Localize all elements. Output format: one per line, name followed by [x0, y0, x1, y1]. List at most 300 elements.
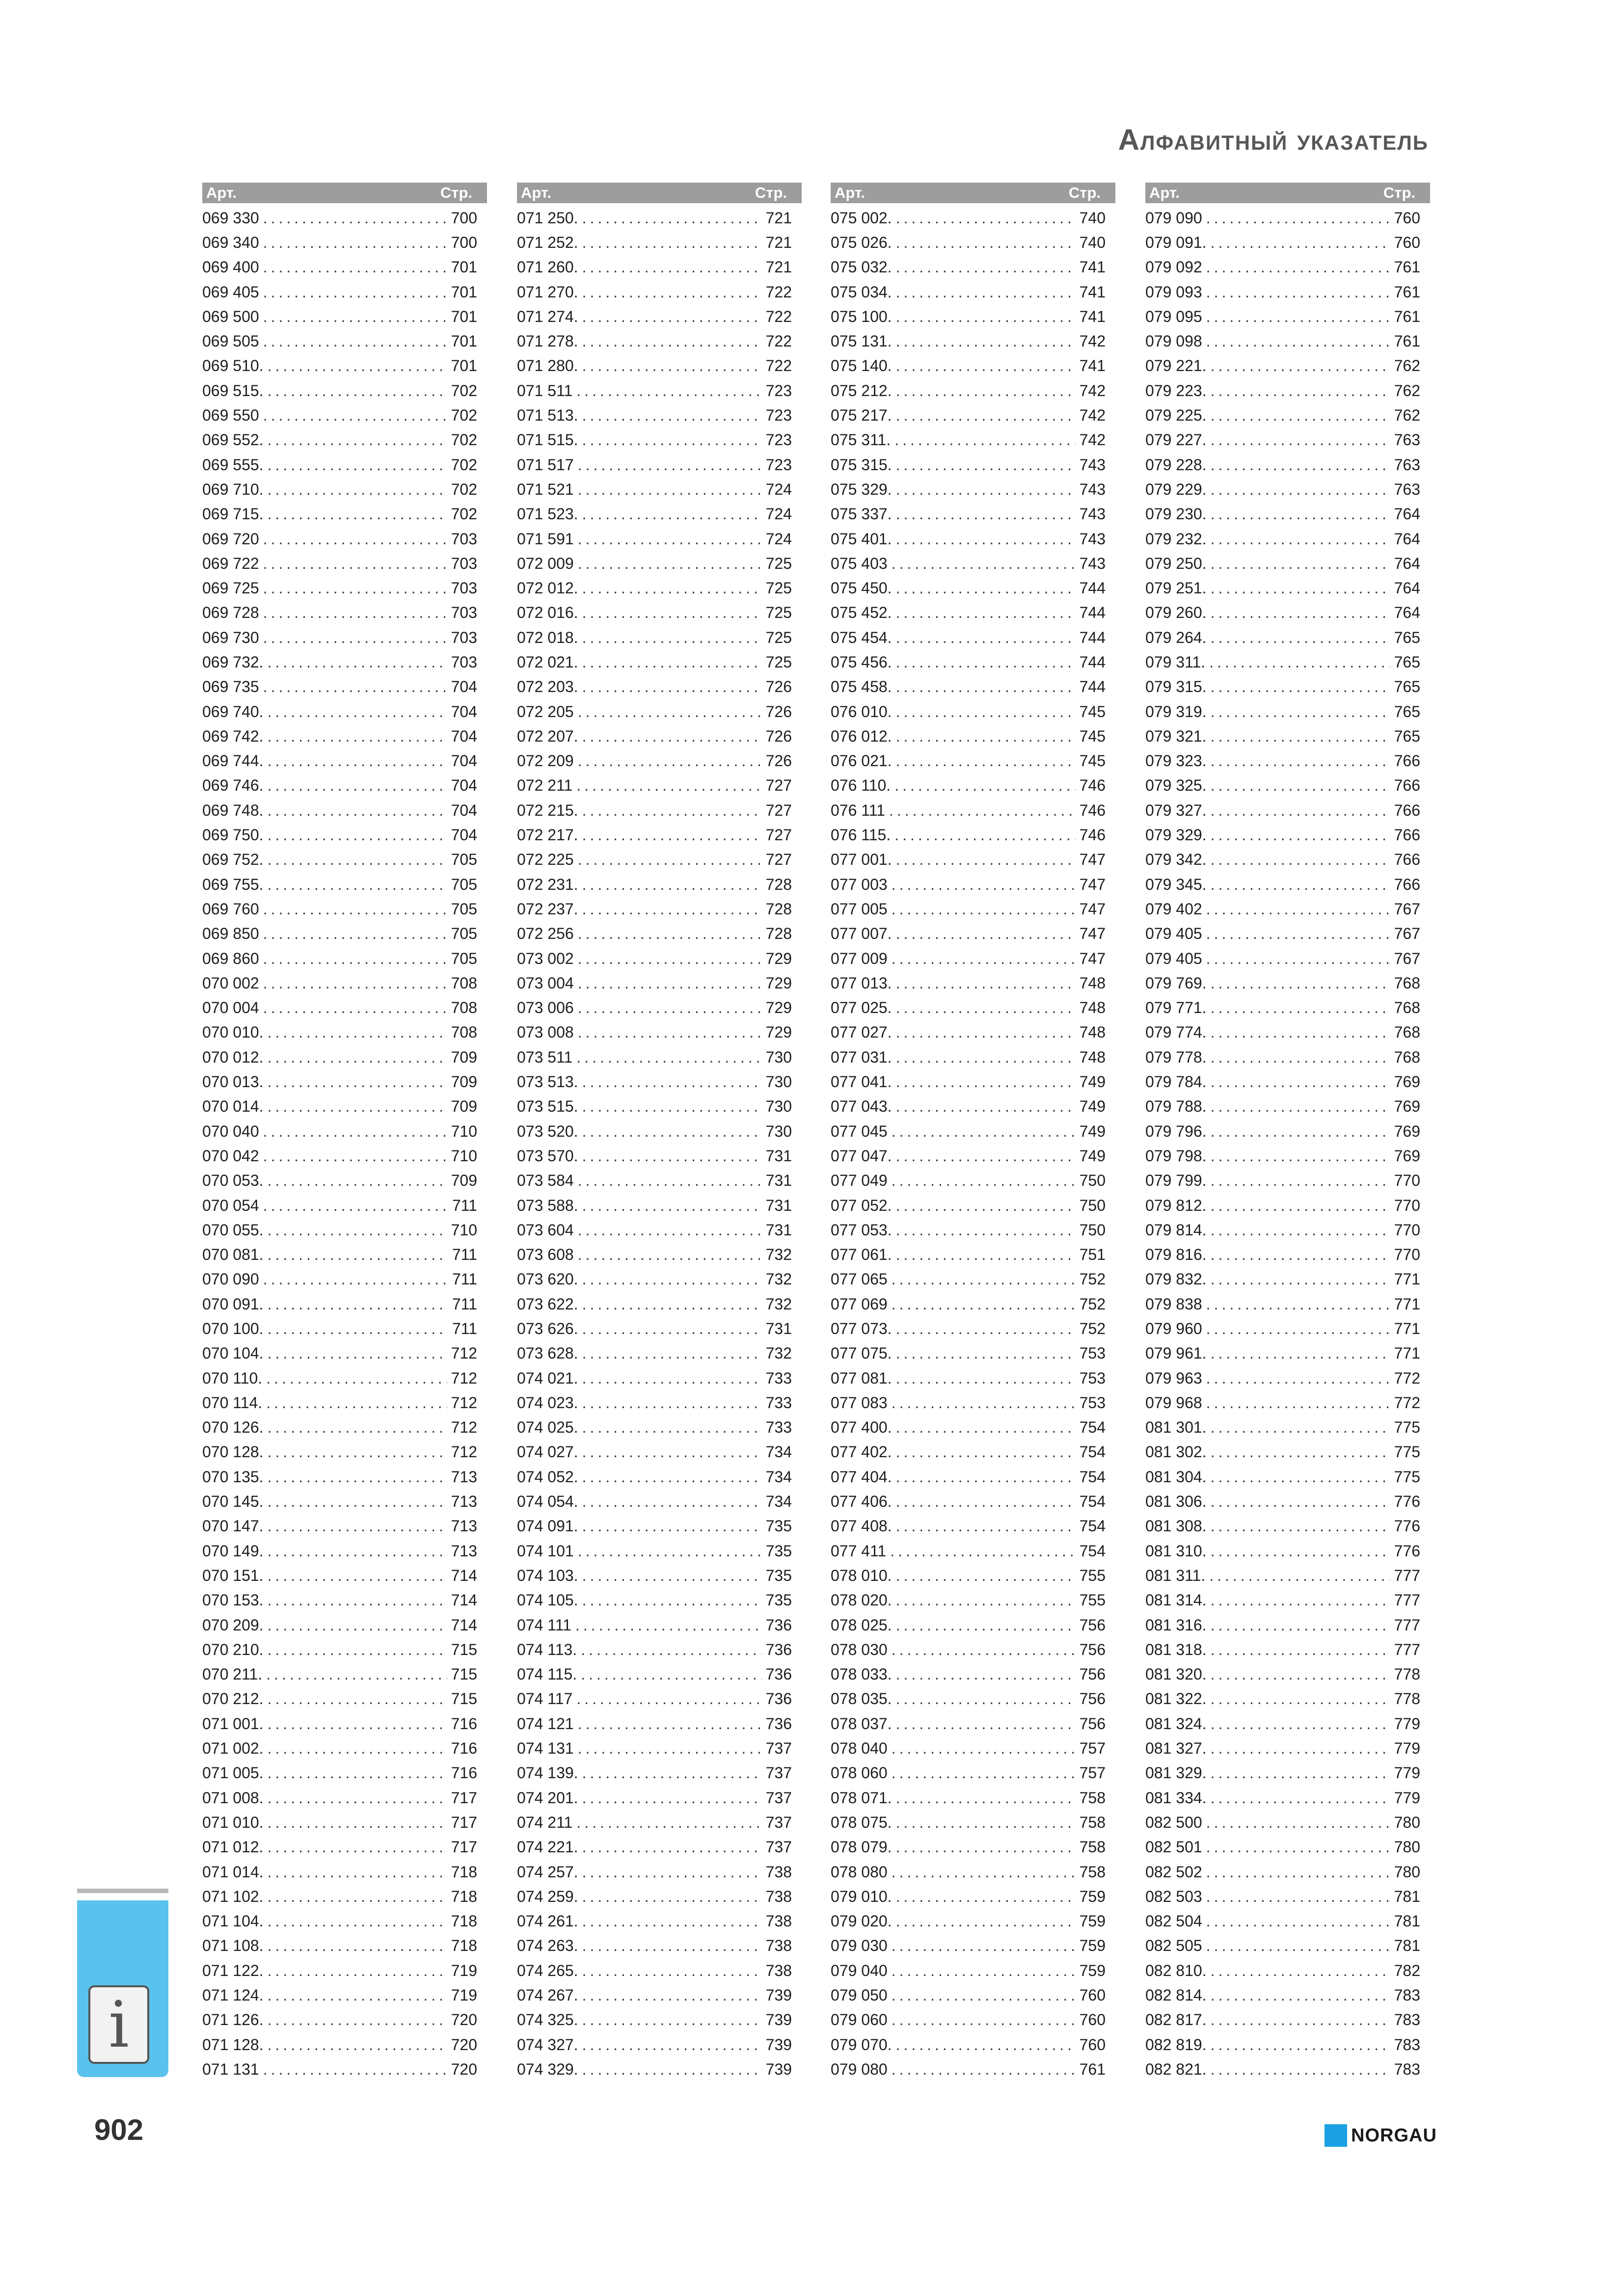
page-ref: 780	[1394, 1813, 1420, 1831]
index-entry	[831, 848, 1115, 872]
dot-leader	[1206, 925, 1390, 943]
article-code: 075 217.	[831, 406, 892, 425]
page-ref: 749	[1079, 1073, 1106, 1091]
article-code: 077 043.	[831, 1097, 892, 1116]
page-ref: 737	[765, 1813, 792, 1831]
index-entry	[517, 1563, 802, 1588]
article-code: 074 103.	[517, 1566, 578, 1584]
dot-leader	[1211, 1739, 1390, 1758]
article-code: 081 314.	[1145, 1591, 1207, 1609]
index-entry	[831, 675, 1115, 699]
dot-leader	[268, 357, 447, 375]
page-ref: 714	[451, 1616, 477, 1634]
page-ref: 742	[1079, 431, 1106, 449]
index-entry	[517, 1218, 802, 1242]
page-ref: 748	[1079, 999, 1106, 1017]
page-ref: 771	[1394, 1344, 1420, 1362]
article-code: 079 816.	[1145, 1246, 1207, 1264]
article-code: 077 025.	[831, 999, 892, 1017]
index-entry	[831, 576, 1115, 600]
page-ref: 763	[1394, 431, 1420, 449]
index-entry	[1145, 1588, 1430, 1613]
page-ref: 766	[1394, 826, 1420, 844]
page-ref: 770	[1394, 1246, 1420, 1264]
page-ref: 700	[451, 209, 477, 227]
article-code: 069 728	[202, 604, 259, 622]
dot-leader	[266, 1369, 447, 1388]
article-code: 069 715.	[202, 505, 264, 523]
dot-leader	[268, 1912, 447, 1930]
page-ref: 752	[1079, 1295, 1106, 1313]
index-entry	[517, 774, 802, 798]
dot-leader	[581, 1641, 761, 1659]
article-code: 078 075.	[831, 1813, 892, 1831]
index-entry	[202, 1687, 487, 1711]
article-code: 070 040	[202, 1122, 259, 1140]
index-entry	[202, 1539, 487, 1563]
article-code: 072 018.	[517, 628, 578, 646]
article-code: 079 319.	[1145, 702, 1207, 721]
article-code: 069 760	[202, 900, 259, 918]
dot-leader	[1211, 579, 1390, 597]
page-ref: 764	[1394, 554, 1420, 572]
dot-leader	[892, 1764, 1076, 1782]
index-entry	[1145, 1711, 1430, 1736]
dot-leader	[263, 530, 447, 548]
article-code: 074 263.	[517, 1937, 578, 1955]
page-ref: 701	[451, 332, 477, 350]
page-ref: 737	[765, 1838, 792, 1856]
index-entry	[1145, 1934, 1430, 1958]
dot-leader	[1211, 505, 1390, 523]
page-ref: 760	[1394, 209, 1420, 227]
page-ref: 701	[451, 307, 477, 325]
dot-leader	[890, 1542, 1075, 1560]
page-ref: 762	[1394, 357, 1420, 375]
dot-leader	[578, 974, 762, 992]
index-entry	[517, 304, 802, 329]
dot-leader	[582, 629, 762, 647]
dot-leader	[896, 925, 1076, 943]
page-ref: 733	[765, 1418, 792, 1437]
article-code: 081 310.	[1145, 1542, 1207, 1560]
article-code: 078 010.	[831, 1566, 892, 1584]
page-ref: 747	[1079, 949, 1106, 967]
index-entry	[202, 1020, 487, 1045]
index-entry	[1145, 1736, 1430, 1761]
index-entry	[517, 1588, 802, 1613]
article-code: 079 321.	[1145, 727, 1207, 745]
article-code: 078 040	[831, 1739, 888, 1758]
page-ref: 735	[765, 1591, 792, 1609]
article-code: 079 070.	[831, 2035, 892, 2054]
page-ref: 741	[1079, 307, 1106, 325]
dot-leader	[1211, 406, 1390, 425]
article-code: 072 237.	[517, 900, 578, 918]
index-entry	[831, 477, 1115, 502]
page-ref: 779	[1394, 1714, 1420, 1733]
page-ref: 711	[452, 1196, 477, 1214]
article-code: 074 115.	[517, 1665, 577, 1683]
info-icon	[88, 1985, 149, 2064]
index-entry	[202, 1440, 487, 1465]
page-ref: 705	[451, 925, 477, 943]
index-entry	[517, 749, 802, 774]
index-entry	[1145, 971, 1430, 995]
article-code: 077 045	[831, 1122, 888, 1140]
page-ref: 728	[765, 925, 792, 943]
article-code: 069 720	[202, 530, 259, 548]
page-ref: 722	[765, 357, 792, 375]
dot-leader	[896, 530, 1076, 548]
article-code: 076 110.	[831, 776, 891, 795]
article-code: 074 027.	[517, 1443, 578, 1461]
page-ref: 704	[451, 752, 477, 770]
article-code: 070 128.	[202, 1443, 264, 1461]
index-entry	[831, 1588, 1115, 1613]
dot-leader	[896, 1073, 1076, 1091]
article-code: 075 458.	[831, 678, 892, 696]
dot-leader	[582, 1443, 762, 1461]
index-entry	[1145, 1810, 1430, 1835]
page-ref: 777	[1394, 1616, 1420, 1634]
dot-leader	[268, 1073, 447, 1091]
dot-leader	[1211, 1986, 1390, 2004]
page-ref: 702	[451, 431, 477, 449]
dot-leader	[896, 752, 1076, 770]
index-column-2	[517, 183, 802, 2082]
dot-leader	[896, 1418, 1076, 1437]
dot-leader	[1211, 2011, 1390, 2029]
index-entry	[1145, 527, 1430, 551]
page-ref: 755	[1079, 1566, 1106, 1584]
article-code: 071 102.	[202, 1887, 264, 1905]
dot-leader	[892, 2011, 1076, 2029]
page-ref: 718	[451, 1863, 477, 1881]
index-entry	[831, 1390, 1115, 1415]
page-ref: 775	[1394, 1443, 1420, 1461]
article-code: 079 968	[1145, 1393, 1202, 1412]
dot-leader	[582, 1591, 762, 1609]
dot-leader	[268, 1542, 447, 1560]
dot-leader	[268, 2036, 447, 2054]
page-ref: 764	[1394, 505, 1420, 523]
article-code: 071 280.	[517, 357, 578, 375]
page-ref: 754	[1079, 1493, 1106, 1511]
article-code: 075 026.	[831, 233, 892, 251]
index-rows	[1145, 206, 1430, 2082]
article-code: 071 250.	[517, 209, 578, 227]
index-entry	[831, 1316, 1115, 1341]
index-entry	[831, 1613, 1115, 1637]
article-code: 077 001.	[831, 851, 892, 869]
article-code: 071 260.	[517, 258, 578, 276]
index-entry	[517, 946, 802, 971]
dot-leader	[1211, 801, 1390, 820]
index-entry	[517, 1045, 802, 1069]
dot-leader	[582, 1394, 762, 1412]
page-ref: 780	[1394, 1838, 1420, 1856]
page-ref: 760	[1079, 1986, 1106, 2004]
page-ref: 728	[765, 900, 792, 918]
article-code: 069 505	[202, 332, 259, 350]
index-entry	[831, 1514, 1115, 1539]
page-ref: 744	[1079, 653, 1106, 671]
index-entry	[517, 1292, 802, 1316]
page-ref: 765	[1394, 628, 1420, 646]
page-ref: 743	[1079, 505, 1106, 523]
dot-leader	[892, 1641, 1076, 1659]
index-entry	[202, 625, 487, 650]
dot-leader	[1211, 1073, 1390, 1091]
dot-leader	[892, 900, 1076, 918]
index-entry	[831, 897, 1115, 921]
dot-leader	[892, 1739, 1076, 1758]
article-code: 081 329.	[1145, 1764, 1207, 1782]
article-code: 082 502	[1145, 1863, 1202, 1881]
article-code: 073 515.	[517, 1097, 578, 1116]
page-ref: 769	[1394, 1147, 1420, 1165]
index-entry	[1145, 724, 1430, 748]
dot-leader	[268, 382, 447, 400]
dot-leader	[896, 1838, 1076, 1856]
index-entry	[202, 823, 487, 847]
index-entry	[202, 1835, 487, 1860]
article-code: 071 005.	[202, 1764, 264, 1782]
page-ref: 747	[1079, 875, 1106, 893]
index-entry	[831, 1489, 1115, 1514]
page-ref: 731	[765, 1196, 792, 1214]
index-entry	[831, 1786, 1115, 1810]
dot-leader	[1211, 1542, 1390, 1560]
dot-leader	[1211, 1764, 1390, 1782]
index-entry	[1145, 897, 1430, 921]
dot-leader	[268, 1344, 447, 1362]
dot-leader	[582, 505, 762, 523]
index-entry	[517, 1736, 802, 1761]
index-entry	[517, 1415, 802, 1440]
page-ref: 754	[1079, 1542, 1106, 1560]
dot-leader	[576, 382, 761, 400]
index-entry	[202, 946, 487, 971]
index-entry	[831, 1711, 1115, 1736]
index-rows	[831, 206, 1115, 2082]
index-entry	[1145, 1884, 1430, 1909]
index-entry	[202, 650, 487, 674]
dot-leader	[582, 1344, 762, 1362]
dot-leader	[263, 579, 447, 597]
index-entry	[831, 922, 1115, 946]
article-code: 069 405	[202, 283, 259, 301]
article-code: 082 505	[1145, 1937, 1202, 1955]
article-code: 072 205	[517, 702, 574, 721]
dot-leader	[896, 974, 1076, 992]
page-ref: 721	[765, 209, 792, 227]
page-ref: 779	[1394, 1739, 1420, 1758]
article-code: 073 511	[517, 1048, 573, 1066]
page-ref: 781	[1394, 1937, 1420, 1955]
page-ref: 766	[1394, 801, 1420, 819]
article-code: 073 006	[517, 999, 574, 1017]
page-ref: 717	[451, 1789, 477, 1807]
page-ref: 709	[451, 1073, 477, 1091]
article-code: 071 008.	[202, 1789, 264, 1807]
page-ref: 771	[1394, 1270, 1420, 1288]
article-code: 079 260.	[1145, 604, 1207, 622]
dot-leader	[1206, 258, 1390, 276]
index-entry	[1145, 650, 1430, 674]
dot-leader	[896, 703, 1076, 721]
dot-leader	[896, 1344, 1076, 1362]
index-entry	[831, 1761, 1115, 1786]
article-code: 071 523.	[517, 505, 578, 523]
article-code: 070 055.	[202, 1221, 264, 1239]
page-ref: 729	[765, 949, 792, 967]
index-entry	[202, 1465, 487, 1489]
article-code: 079 098	[1145, 332, 1202, 350]
page-ref: 712	[451, 1443, 477, 1461]
index-entry	[517, 403, 802, 427]
article-code: 077 041.	[831, 1073, 892, 1091]
index-entry	[831, 2008, 1115, 2032]
column-header	[202, 183, 487, 203]
article-code: 081 320.	[1145, 1665, 1207, 1683]
dot-leader	[1211, 999, 1390, 1017]
page-ref: 768	[1394, 1048, 1420, 1066]
dot-leader	[1206, 1863, 1390, 1881]
page-ref: 740	[1079, 233, 1106, 251]
index-entry	[202, 1884, 487, 1909]
index-entry	[831, 1144, 1115, 1168]
page-ref: 756	[1079, 1690, 1106, 1708]
page-ref: 721	[765, 233, 792, 251]
dot-leader	[1209, 1567, 1390, 1585]
dot-leader	[896, 629, 1076, 647]
index-entry	[202, 403, 487, 427]
article-code: 079 961.	[1145, 1344, 1207, 1362]
article-code: 072 021.	[517, 653, 578, 671]
article-code: 070 209.	[202, 1616, 264, 1634]
dot-leader	[268, 1443, 447, 1461]
index-entry	[831, 946, 1115, 971]
dot-leader	[263, 1147, 447, 1165]
page-ref: 724	[765, 480, 792, 498]
dot-leader	[582, 826, 762, 844]
dot-leader	[582, 1493, 762, 1511]
page-ref: 739	[765, 1986, 792, 2004]
index-entry	[831, 996, 1115, 1020]
article-code: 069 755.	[202, 875, 264, 893]
page-ref: 735	[765, 1517, 792, 1535]
index-entry	[1145, 1069, 1430, 1094]
dot-leader	[268, 1567, 447, 1585]
page-ref: 708	[451, 1023, 477, 1041]
dot-leader	[1211, 1221, 1390, 1239]
page-ref: 722	[765, 283, 792, 301]
dot-leader	[1211, 776, 1390, 795]
dot-leader	[575, 1616, 762, 1634]
page-ref: 776	[1394, 1517, 1420, 1535]
index-entry	[517, 1144, 802, 1168]
index-entry	[517, 1637, 802, 1662]
dot-leader	[1211, 2060, 1390, 2079]
index-entry	[831, 1267, 1115, 1292]
page-ref: 705	[451, 949, 477, 967]
article-code: 081 334.	[1145, 1789, 1207, 1807]
dot-leader	[1211, 1122, 1390, 1141]
page-ref: 701	[451, 258, 477, 276]
page-ref: 703	[451, 554, 477, 572]
index-entry	[202, 996, 487, 1020]
page-ref: 711	[452, 1246, 477, 1264]
article-code: 070 042	[202, 1147, 259, 1165]
dot-leader	[896, 456, 1076, 474]
article-code: 069 746.	[202, 776, 264, 795]
index-entry	[831, 1810, 1115, 1835]
article-code: 069 752.	[202, 851, 264, 869]
page-ref: 781	[1394, 1912, 1420, 1930]
article-code: 078 079.	[831, 1838, 892, 1856]
article-code: 070 091.	[202, 1295, 264, 1313]
page-ref: 747	[1079, 851, 1106, 869]
page-ref: 715	[451, 1640, 477, 1658]
dot-leader	[1211, 1246, 1390, 1264]
article-code: 077 081.	[831, 1369, 892, 1387]
column-header-code: Арт.	[835, 184, 865, 201]
index-entry	[517, 1069, 802, 1094]
dot-leader	[896, 1147, 1076, 1165]
dot-leader	[578, 999, 762, 1017]
dot-leader	[268, 1838, 447, 1856]
article-code: 082 819.	[1145, 2035, 1207, 2054]
dot-leader	[892, 555, 1076, 573]
page-ref: 760	[1394, 233, 1420, 251]
page-ref: 746	[1079, 801, 1106, 819]
page-ref: 726	[765, 678, 792, 696]
article-code: 077 402.	[831, 1443, 892, 1461]
page-ref: 738	[765, 1863, 792, 1881]
dot-leader	[896, 1468, 1076, 1486]
dot-leader	[1211, 1493, 1390, 1511]
page-ref: 741	[1079, 357, 1106, 375]
page-ref: 712	[451, 1369, 477, 1387]
index-entry	[517, 1390, 802, 1415]
article-code: 072 009	[517, 554, 574, 572]
article-code: 075 131.	[831, 332, 892, 350]
dot-leader	[896, 579, 1076, 597]
index-entry	[1145, 1761, 1430, 1786]
page-ref: 743	[1079, 455, 1106, 474]
dot-leader	[896, 234, 1076, 252]
brand-name: NORGAU	[1351, 2125, 1437, 2146]
dot-leader	[894, 431, 1075, 449]
index-entry	[1145, 1465, 1430, 1489]
page-ref: 772	[1394, 1369, 1420, 1387]
dot-leader	[1209, 653, 1390, 671]
index-entry	[831, 428, 1115, 453]
dot-leader	[896, 604, 1076, 622]
dot-leader	[581, 1665, 761, 1683]
page-ref: 722	[765, 307, 792, 325]
index-entry	[202, 576, 487, 600]
article-code: 077 027.	[831, 1023, 892, 1041]
dot-leader	[268, 1789, 447, 1807]
dot-leader	[1211, 481, 1390, 499]
article-code: 074 117	[517, 1690, 573, 1708]
page-ref: 734	[765, 1443, 792, 1461]
article-code: 073 002	[517, 949, 574, 967]
article-code: 074 025.	[517, 1418, 578, 1437]
